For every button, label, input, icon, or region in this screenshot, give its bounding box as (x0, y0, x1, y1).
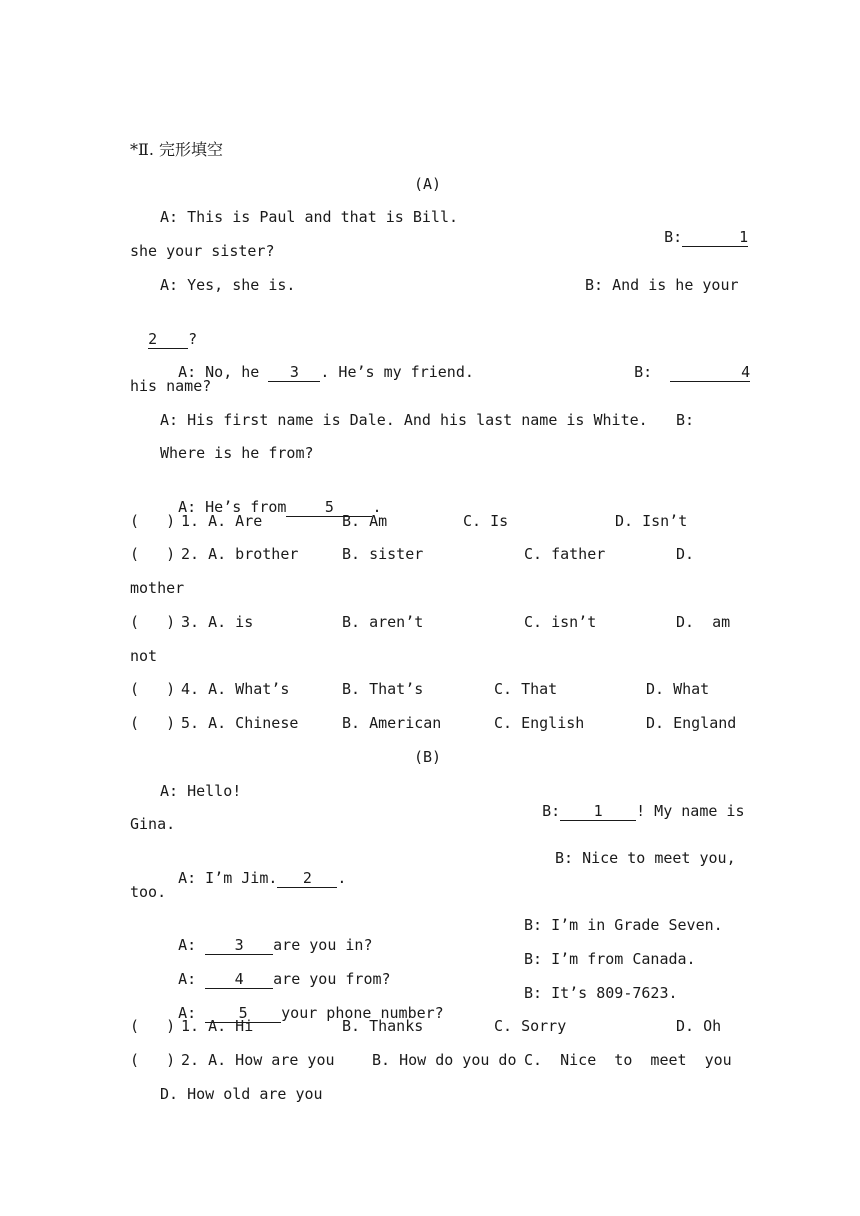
a-dialogue-4b: B: (676, 411, 695, 429)
blank-b1: 1 (560, 802, 636, 821)
a-dialogue-4b-cont: Where is he from? (160, 444, 314, 462)
section-a-label: (A) (414, 175, 442, 193)
a-dialogue-2a: A: Yes, she is. (160, 276, 296, 294)
b-dialogue-1b-cont: Gina. (130, 815, 176, 833)
b-dialogue-1a: A: Hello! (160, 782, 242, 800)
b-dialogue-4b: B: I’m from Canada. (524, 950, 696, 968)
a-dialogue-3a: A: No, he 3 . He’s my friend. (178, 363, 474, 381)
b-dialogue-1b: B: 1 ! My name is (542, 802, 745, 820)
blank-a2: 2 (148, 330, 188, 349)
blank-a1: 1 (682, 228, 748, 247)
b-dialogue-2a: A: I’m Jim. 2 . (178, 869, 347, 887)
a-dialogue-4a: A: His first name is Dale. And his last name is White. (160, 411, 648, 429)
blank-b5: 5 (205, 1004, 281, 1023)
a-dialogue-3b: B: 4 (634, 363, 751, 381)
a-dialogue-2b: B: And is he your (585, 276, 739, 294)
b-dialogue-3a: A: 3 are you in? (178, 936, 373, 954)
a-dialogue-3b-cont: his name? (130, 377, 212, 395)
blank-b2: 2 (277, 869, 337, 888)
blank-a4: 4 (670, 363, 750, 382)
b-dialogue-3b: B: I’m in Grade Seven. (524, 916, 723, 934)
section-heading: *Ⅱ. 完形填空 (130, 140, 224, 159)
b-dialogue-2b: B: Nice to meet you, (555, 849, 736, 867)
b-dialogue-4a: A: 4 are you from? (178, 970, 391, 988)
section-b-label: (B) (414, 748, 442, 766)
blank-a5: 5 (286, 498, 372, 517)
b-dialogue-5b: B: It’s 809-7623. (524, 984, 678, 1002)
a-dialogue-2b-cont: 2 ? (148, 330, 198, 348)
b-dialogue-5a: A: 5 your phone number? (178, 1004, 444, 1022)
a-dialogue-1a: A: This is Paul and that is Bill. (160, 208, 459, 226)
blank-a3: 3 (268, 363, 320, 382)
blank-b4: 4 (205, 970, 273, 989)
a-dialogue-5a: A: He’s from 5 . (178, 498, 382, 516)
a-dialogue-1b-cont: she your sister? (130, 242, 275, 260)
blank-b3: 3 (205, 936, 273, 955)
b-dialogue-2b-cont: too. (130, 883, 167, 901)
a-dialogue-1b: B: 1 (664, 228, 749, 246)
